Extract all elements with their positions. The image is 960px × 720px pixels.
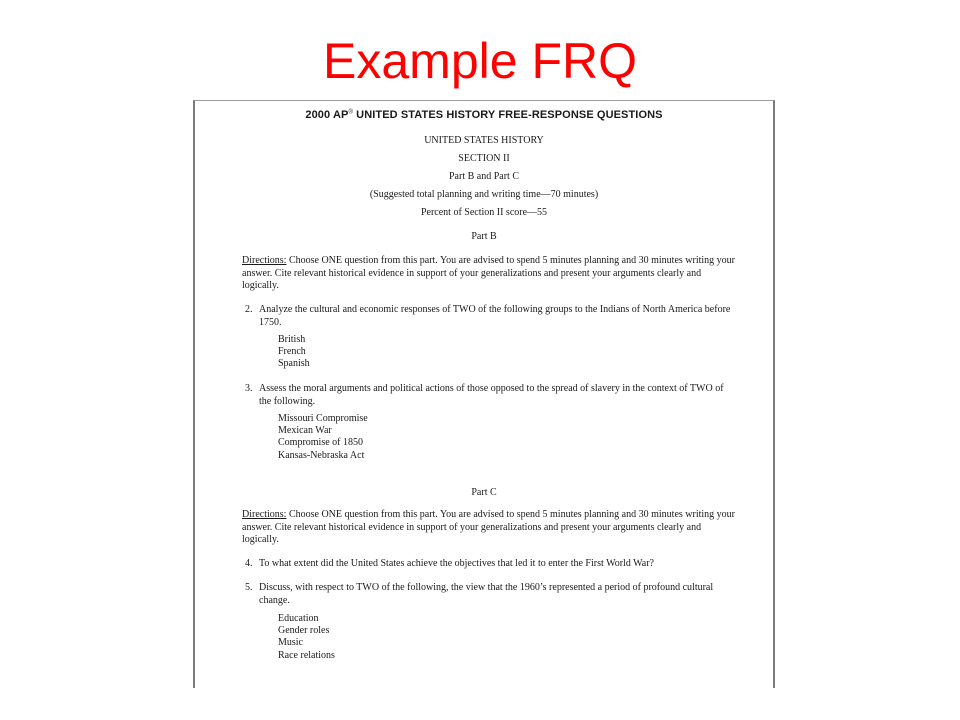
question-3 bbox=[245, 383, 735, 408]
directions-text: Choose ONE question from this part. You are advised to spend 5 minutes planning and 30 minutes writing your answer. Cite relevant historical evidence in support of your generalizations and present your arguments clearly and logically. bbox=[242, 509, 736, 545]
slide-title: Example FRQ bbox=[323, 33, 637, 89]
option-item: Kansas-Nebraska Act bbox=[278, 449, 365, 461]
option-item: Race relations bbox=[278, 649, 335, 661]
part-c-directions bbox=[242, 509, 737, 547]
header-prefix: 2000 AP bbox=[305, 109, 349, 121]
registered-mark: ® bbox=[348, 109, 354, 116]
part-b-directions bbox=[242, 255, 737, 293]
option-item: British bbox=[278, 334, 306, 345]
question-5-options bbox=[278, 613, 335, 662]
question-text: To what extent did the United States achieve the objectives that led it to enter the First World War? bbox=[259, 558, 654, 569]
part-b-heading: Part B bbox=[471, 231, 497, 242]
option-item: Music bbox=[278, 637, 303, 649]
option-item: Education bbox=[278, 613, 319, 624]
percent-note: Percent of Section II score—55 bbox=[420, 207, 548, 218]
question-number: 3. bbox=[245, 383, 253, 394]
question-number: 2. bbox=[245, 304, 253, 315]
question-text: Discuss, with respect to TWO of the following, the view that the 1960’s represented a period of profound cultural change. bbox=[259, 582, 714, 606]
header-suffix: UNITED STATES HISTORY FREE-RESPONSE QUESTIONS bbox=[353, 109, 663, 121]
directions-label: Directions: bbox=[242, 255, 287, 266]
section-title: SECTION II bbox=[458, 153, 510, 164]
time-note: (Suggested total planning and writing time—70 minutes) bbox=[369, 189, 599, 200]
question-number: 4. bbox=[245, 558, 253, 569]
part-c-heading: Part C bbox=[471, 487, 497, 498]
question-2-options bbox=[278, 334, 310, 371]
option-item: Compromise of 1850 bbox=[278, 437, 363, 449]
directions-text: Choose ONE question from this part. You are advised to spend 5 minutes planning and 30 minutes writing your answer. Cite relevant historical evidence in support of your generalizations and present your arguments clearly and logically. bbox=[242, 255, 736, 291]
question-4 bbox=[245, 558, 735, 571]
question-2 bbox=[245, 304, 735, 329]
option-item: Spanish bbox=[278, 358, 310, 370]
document-header bbox=[195, 109, 773, 121]
question-text: Assess the moral arguments and political actions of those opposed to the spread of slavery in the context of TWO of the following. bbox=[259, 383, 724, 407]
option-item: Gender roles bbox=[278, 625, 330, 637]
question-5 bbox=[245, 582, 735, 607]
option-item: Missouri Compromise bbox=[278, 413, 368, 424]
parts-title: Part B and Part C bbox=[449, 171, 519, 182]
course-title: UNITED STATES HISTORY bbox=[424, 135, 544, 146]
question-3-options bbox=[278, 413, 368, 462]
option-item: Mexican War bbox=[278, 425, 332, 437]
question-text: Analyze the cultural and economic responses of TWO of the following groups to the Indians of North America before 1750. bbox=[259, 304, 731, 328]
directions-label: Directions: bbox=[242, 509, 287, 520]
frq-document-page bbox=[193, 100, 775, 688]
question-number: 5. bbox=[245, 582, 253, 593]
option-item: French bbox=[278, 346, 306, 358]
